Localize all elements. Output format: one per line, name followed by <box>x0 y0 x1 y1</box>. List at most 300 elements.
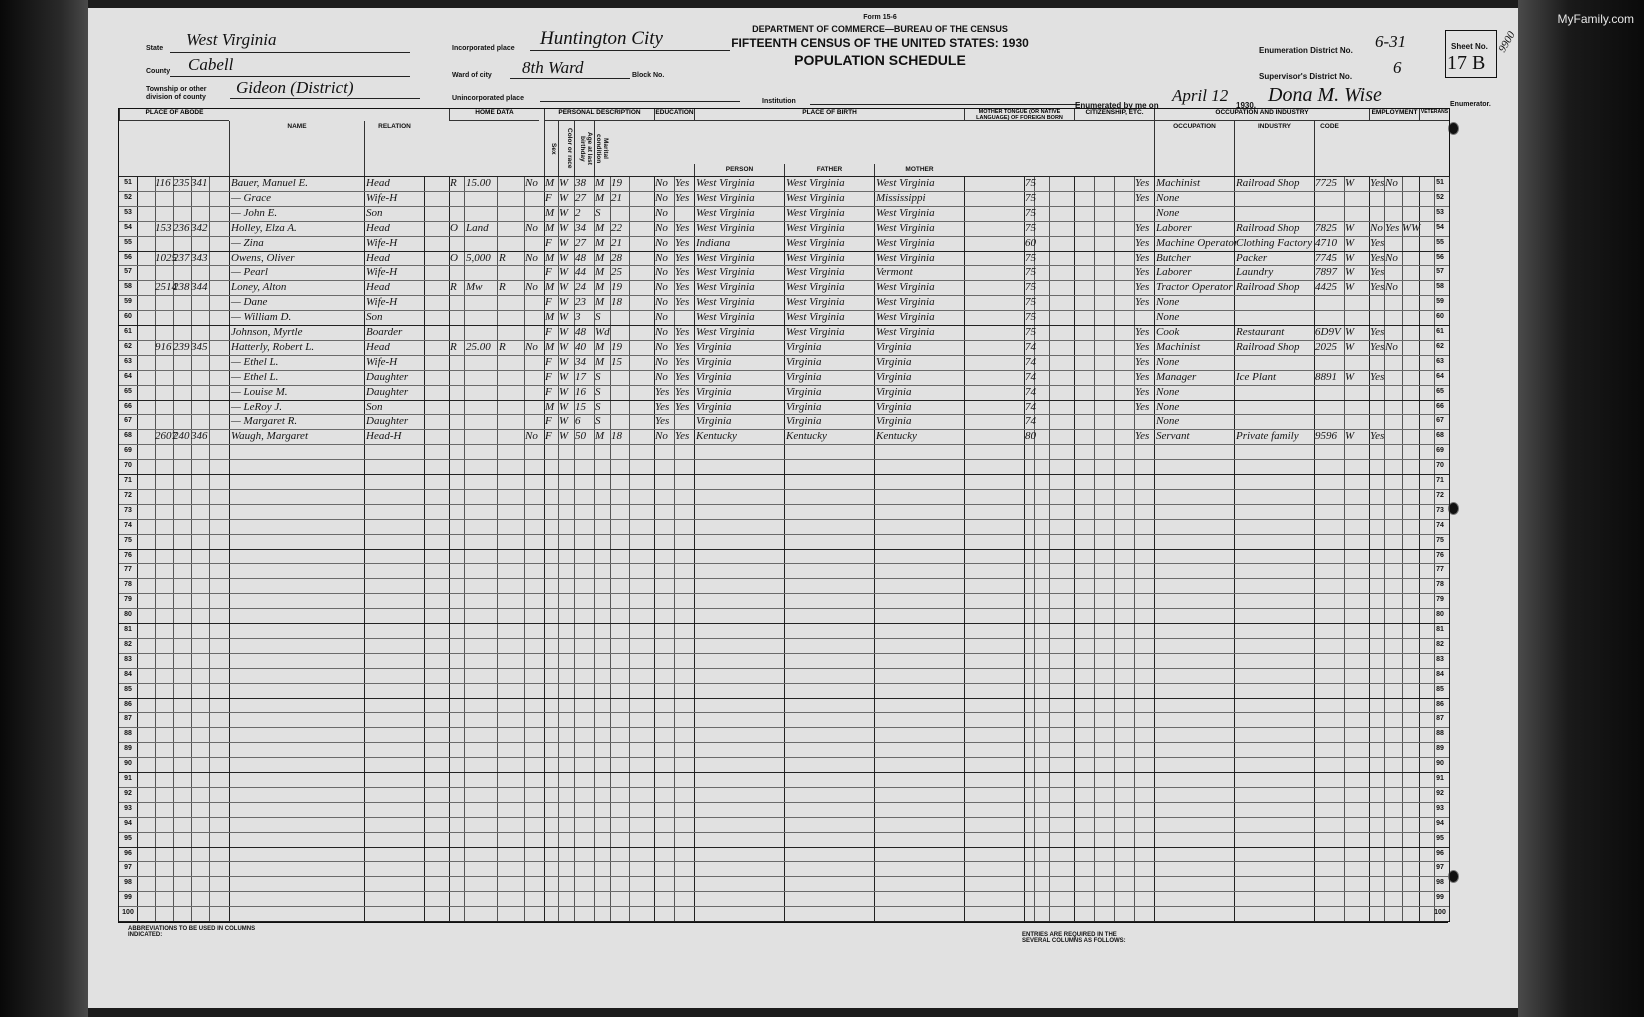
line-number: 91 <box>1436 775 1444 782</box>
line-number: 85 <box>124 685 132 693</box>
cell-fage <box>611 310 629 325</box>
cell-rel: Wife-H <box>366 191 398 204</box>
cell-eng <box>1135 414 1154 429</box>
line-number: 78 <box>1436 581 1444 589</box>
cell-ind <box>1236 206 1314 221</box>
line-number: 75 <box>124 536 132 544</box>
cell-name: — LeRoy J. <box>231 400 283 413</box>
cell-ocode: 6D9V <box>1315 326 1341 338</box>
cell-vet <box>1385 325 1419 340</box>
cell-age: 38 <box>575 177 586 189</box>
line-number: 96 <box>124 849 132 857</box>
cell-rel: Wife-H <box>366 236 398 249</box>
line-number: 100 <box>1434 909 1446 917</box>
cell-pob: West Virginia <box>696 251 755 264</box>
cell-house <box>155 236 173 251</box>
grid-row-rule <box>119 474 1449 475</box>
cell-vet <box>1385 370 1419 385</box>
cell-pob: Virginia <box>696 370 732 383</box>
cell-code: 75 <box>1025 221 1036 234</box>
cell-name: — Grace <box>231 191 272 204</box>
cell-code: 80 <box>1025 430 1036 443</box>
unincorporated-label: Unincorporated place <box>452 95 524 102</box>
cell-fage <box>611 370 629 385</box>
cell-mpob: Virginia <box>876 355 912 368</box>
cell-rel: Boarder <box>366 326 403 338</box>
cell-pob: Virginia <box>696 355 732 368</box>
grid-row-rule <box>119 876 1449 877</box>
enumeration-district-label: Enumeration District No. <box>1259 46 1353 55</box>
cell-sex: F <box>545 355 552 368</box>
cell-sch: No <box>655 281 668 294</box>
cell-occ: Machinist <box>1156 177 1200 189</box>
cell-emp: Yes <box>1370 370 1385 383</box>
cell-dwelling <box>173 385 191 400</box>
line-number: 86 <box>1436 700 1444 708</box>
cell-mar: S <box>595 370 601 383</box>
line-number: 56 <box>1436 253 1444 261</box>
cell-tenure: O <box>450 251 458 264</box>
grid-row-rule <box>119 668 1449 669</box>
cell-tenure: R <box>450 177 457 189</box>
cell-age: 24 <box>575 281 586 294</box>
cell-read: Yes <box>675 400 690 413</box>
line-number: 83 <box>1436 655 1444 663</box>
cell-rel: Son <box>366 311 383 324</box>
group-place-of-birth: PLACE OF BIRTH <box>694 109 964 121</box>
cell-value: Land <box>466 221 489 234</box>
line-number: 80 <box>124 611 132 619</box>
line-number: 74 <box>124 521 132 529</box>
cell-ind <box>1236 400 1314 415</box>
cell-value <box>466 191 497 206</box>
cell-read: Yes <box>675 430 690 443</box>
cell-vet: No <box>1385 251 1398 264</box>
cell-occ: Machinist <box>1156 340 1200 353</box>
cell-mpob: Vermont <box>876 266 913 279</box>
cell-occ: None <box>1156 355 1180 368</box>
line-number: 84 <box>1436 670 1444 678</box>
stamp-number: 9900 <box>1496 29 1518 55</box>
line-number: 64 <box>1436 372 1444 380</box>
cell-mar: M <box>595 177 605 189</box>
cell-race: W <box>559 400 569 413</box>
line-number: 66 <box>1436 402 1444 410</box>
cell-radio <box>499 191 523 206</box>
line-number: 98 <box>1436 879 1444 887</box>
cell-ocode: 2025 <box>1315 340 1337 353</box>
cell-ocode <box>1315 191 1344 206</box>
cell-value <box>466 206 497 221</box>
group-mother-tongue: MOTHER TONGUE (OR NATIVE LANGUAGE) OF FOREIGN BORN <box>964 109 1074 121</box>
cell-pob: Virginia <box>696 340 732 353</box>
cell-radio <box>499 206 523 221</box>
grid-row-rule <box>119 891 1449 892</box>
cell-race: W <box>559 206 569 219</box>
cell-rel: Wife-H <box>366 266 398 279</box>
township-label: Township or other division of county <box>146 86 207 101</box>
cell-dwelling <box>173 414 191 429</box>
cell-vet <box>1385 295 1419 310</box>
line-number: 78 <box>124 581 132 589</box>
cell-pob: West Virginia <box>696 177 755 189</box>
cell-emp: Yes <box>1370 177 1385 189</box>
cell-rel: Head <box>366 177 390 189</box>
cell-name: — Zina <box>231 236 264 249</box>
cell-fpob: Virginia <box>786 385 822 398</box>
cell-mpob: Virginia <box>876 400 912 413</box>
cell-eng: Yes <box>1135 296 1150 309</box>
cell-mar: M <box>595 355 605 368</box>
cell-tenure <box>450 295 464 310</box>
cell-mpob: West Virginia <box>876 311 935 324</box>
cell-house: 153 <box>155 221 172 234</box>
line-number: 53 <box>1436 208 1444 216</box>
grid-row-rule <box>119 549 1449 550</box>
cell-name: — Ethel L. <box>231 370 279 383</box>
cell-code: 75 <box>1025 191 1036 204</box>
cell-age: 50 <box>575 430 586 443</box>
line-number: 62 <box>1436 342 1444 350</box>
cell-house: 116 <box>155 177 171 189</box>
cell-name: Johnson, Myrtle <box>231 326 303 338</box>
cell-code: 75 <box>1025 311 1036 324</box>
grid-row-rule <box>119 683 1449 684</box>
cell-read: Yes <box>675 266 690 279</box>
cell-vet <box>1385 265 1419 280</box>
cell-value <box>466 400 497 415</box>
cell-race: W <box>559 296 569 309</box>
cell-family: 346 <box>191 430 208 443</box>
line-number: 81 <box>1436 626 1444 633</box>
cell-race: W <box>559 266 569 279</box>
cell-dwelling: 238 <box>173 281 190 294</box>
cell-family <box>191 325 209 340</box>
cell-sch: No <box>655 191 668 204</box>
line-number: 75 <box>1436 536 1444 544</box>
form-number: Form 15-6 <box>863 14 897 21</box>
cell-mar: M <box>595 266 605 279</box>
cell-eng <box>1135 310 1154 325</box>
cell-race: W <box>559 236 569 249</box>
line-number: 94 <box>1436 819 1444 827</box>
cell-occ: Tractor Operator <box>1156 281 1233 294</box>
cell-value: 25.00 <box>466 340 491 353</box>
line-number: 90 <box>124 760 132 768</box>
cell-read: Yes <box>675 326 690 338</box>
cell-sex: M <box>545 177 555 189</box>
incorporated-label: Incorporated place <box>452 45 515 52</box>
cell-occ: Servant <box>1156 430 1190 443</box>
cell-fage: 22 <box>611 221 622 234</box>
footer-abbreviations: ABBREVIATIONS TO BE USED IN COLUMNS INDICATED: <box>128 926 256 938</box>
cell-sch: Yes <box>655 400 670 413</box>
cell-occ: Laborer <box>1156 266 1192 279</box>
cell-cls <box>1345 191 1369 206</box>
cell-emp: Yes <box>1370 430 1385 443</box>
line-number: 71 <box>124 477 132 484</box>
cell-mpob: West Virginia <box>876 296 935 309</box>
cell-eng: Yes <box>1135 221 1150 234</box>
cell-read: Yes <box>675 340 690 353</box>
cell-name: — Pearl <box>231 266 268 279</box>
cell-dwelling <box>173 370 191 385</box>
cell-mpob: West Virginia <box>876 221 935 234</box>
cell-race: W <box>559 415 569 428</box>
cell-farm <box>525 385 544 400</box>
cell-farm <box>525 206 544 221</box>
grid-row-rule <box>119 563 1449 564</box>
cell-ind <box>1236 385 1314 400</box>
cell-house <box>155 370 173 385</box>
cell-house <box>155 385 173 400</box>
line-number: 61 <box>1436 328 1444 335</box>
cell-farm <box>525 414 544 429</box>
sheet-value: 17 B <box>1447 52 1486 74</box>
cell-code: 75 <box>1025 266 1036 279</box>
cell-age: 27 <box>575 236 586 249</box>
cell-ocode: 7745 <box>1315 251 1337 264</box>
cell-race: W <box>559 281 569 294</box>
cell-fpob: West Virginia <box>786 191 845 204</box>
cell-code: 75 <box>1025 206 1036 219</box>
cell-rel: Head <box>366 340 390 353</box>
cell-sex: M <box>545 281 555 294</box>
cell-rel: Head <box>366 221 390 234</box>
cell-farm <box>525 236 544 251</box>
line-number: 63 <box>1436 357 1444 365</box>
cell-fpob: Virginia <box>786 415 822 428</box>
cell-mpob: Virginia <box>876 415 912 428</box>
department-line: DEPARTMENT OF COMMERCE—BUREAU OF THE CENSUS <box>752 24 1008 34</box>
line-number: 99 <box>1436 894 1444 902</box>
cell-vet: No <box>1385 340 1398 353</box>
cell-tenure <box>450 355 464 370</box>
cell-sex: M <box>545 400 555 413</box>
cell-cls <box>1345 355 1369 370</box>
group-home-data: HOME DATA <box>449 109 539 121</box>
col-sex: Sex <box>544 121 558 176</box>
line-number: 98 <box>124 879 132 887</box>
cell-family: 341 <box>191 177 208 189</box>
cell-fage: 19 <box>611 281 622 294</box>
line-number: 82 <box>1436 640 1444 648</box>
cell-pob: West Virginia <box>696 206 755 219</box>
cell-tenure <box>450 191 464 206</box>
cell-race: W <box>559 251 569 264</box>
cell-sex: M <box>545 206 555 219</box>
cell-radio <box>499 236 523 251</box>
cell-emp: Yes <box>1370 236 1385 249</box>
cell-sex: M <box>545 340 555 353</box>
cell-mpob: West Virginia <box>876 177 935 189</box>
cell-fage <box>611 325 629 340</box>
cell-ocode <box>1315 295 1344 310</box>
cell-value <box>466 429 497 444</box>
cell-value <box>466 325 497 340</box>
cell-mpob: Virginia <box>876 340 912 353</box>
cell-emp: Yes <box>1370 340 1385 353</box>
cell-value <box>466 370 497 385</box>
cell-mar: M <box>595 221 605 234</box>
cell-pob: Virginia <box>696 415 732 428</box>
line-number: 58 <box>124 283 132 291</box>
cell-dwelling <box>173 206 191 221</box>
cell-sex: F <box>545 326 552 338</box>
cell-dwelling <box>173 310 191 325</box>
cell-read: Yes <box>675 355 690 368</box>
grid-row-rule <box>119 698 1449 699</box>
cell-cls <box>1345 385 1369 400</box>
col-age: Age at last birthday <box>574 121 594 176</box>
line-number: 58 <box>1436 283 1444 291</box>
line-number: 88 <box>1436 730 1444 738</box>
cell-fpob: West Virginia <box>786 206 845 219</box>
cell-race: W <box>559 340 569 353</box>
group-veterans: VETERANS <box>1419 109 1449 121</box>
cell-occ: Laborer <box>1156 221 1192 234</box>
grid-row-rule <box>119 608 1449 609</box>
cell-code: 74 <box>1025 370 1036 383</box>
cell-fpob: Virginia <box>786 340 822 353</box>
cell-family: 344 <box>191 281 208 294</box>
grid-row-rule <box>119 459 1449 460</box>
cell-sch: No <box>655 177 668 189</box>
col-code: CODE <box>1314 121 1344 176</box>
cell-dwelling <box>173 236 191 251</box>
cell-pob: West Virginia <box>696 191 755 204</box>
cell-farm <box>525 355 544 370</box>
line-number: 89 <box>124 745 132 753</box>
cell-family <box>191 414 209 429</box>
cell-farm: No <box>525 221 538 234</box>
line-number: 73 <box>1436 506 1444 514</box>
cell-ocode: 7897 <box>1315 266 1337 279</box>
grid-row-rule <box>119 712 1449 713</box>
line-number: 64 <box>124 372 132 380</box>
cell-radio <box>499 414 523 429</box>
cell-rel: Wife-H <box>366 355 398 368</box>
cell-sch: No <box>655 430 668 443</box>
cell-vet <box>1385 310 1419 325</box>
cell-ocode <box>1315 385 1344 400</box>
cell-fage: 19 <box>611 177 622 189</box>
cell-ocode <box>1315 310 1344 325</box>
cell-read <box>675 206 694 221</box>
cell-house <box>155 310 173 325</box>
cell-read: Yes <box>675 281 690 294</box>
cell-radio <box>499 355 523 370</box>
cell-ind <box>1236 310 1314 325</box>
cell-sch: Yes <box>655 415 670 428</box>
ward-label: Ward of city <box>452 72 492 79</box>
state-label: State <box>146 45 164 52</box>
cell-fpob: West Virginia <box>786 311 845 324</box>
cell-radio <box>499 310 523 325</box>
cell-code: 74 <box>1025 340 1036 353</box>
cell-read <box>675 310 694 325</box>
cell-radio: R <box>499 281 506 294</box>
grid-row-rule <box>119 772 1449 773</box>
cell-house <box>155 265 173 280</box>
cell-mar: S <box>595 311 601 324</box>
cell-code: 75 <box>1025 326 1036 338</box>
cell-sch: No <box>655 236 668 249</box>
cell-fage: 19 <box>611 340 622 353</box>
cell-occ: None <box>1156 191 1180 204</box>
cell-sex: F <box>545 191 552 204</box>
cell-eng: Yes <box>1135 400 1150 413</box>
cell-tenure <box>450 310 464 325</box>
cell-emp <box>1370 295 1384 310</box>
grid-row-rule <box>119 593 1449 594</box>
cell-ind: Railroad Shop <box>1236 281 1300 294</box>
cell-family <box>191 236 209 251</box>
cell-farm: No <box>525 251 538 264</box>
cell-radio <box>499 325 523 340</box>
cell-mar: Wd <box>595 326 610 338</box>
line-number: 87 <box>1436 715 1444 723</box>
cell-mpob: Virginia <box>876 370 912 383</box>
cell-radio <box>499 295 523 310</box>
cell-emp: Yes <box>1370 266 1385 279</box>
line-number: 56 <box>124 253 132 261</box>
cell-family <box>191 295 209 310</box>
enumerated-label: Enumerated by me on <box>1075 101 1159 110</box>
enumerator-label: Enumerator. <box>1450 101 1491 108</box>
cell-cls: W <box>1345 177 1355 189</box>
cell-radio <box>499 265 523 280</box>
cell-ind: Railroad Shop <box>1236 221 1300 234</box>
line-number: 86 <box>124 700 132 708</box>
grid-row-rule <box>119 817 1449 818</box>
footer-entries: ENTRIES ARE REQUIRED IN THE SEVERAL COLUMNS AS FOLLOWS: <box>1022 932 1126 944</box>
cell-ocode <box>1315 400 1344 415</box>
enumerator-name: Dona M. Wise <box>1268 84 1382 106</box>
cell-tenure: O <box>450 221 458 234</box>
cell-cls <box>1345 400 1369 415</box>
cell-dwelling: 236 <box>173 221 190 234</box>
grid-row-rule <box>119 444 1449 445</box>
cell-fpob: West Virginia <box>786 296 845 309</box>
scan-left-edge <box>0 0 88 1017</box>
cell-mar: S <box>595 385 601 398</box>
cell-occ: None <box>1156 296 1180 309</box>
sheet-label: Sheet No. <box>1451 42 1488 51</box>
line-number: 66 <box>124 402 132 410</box>
cell-fage <box>611 206 629 221</box>
cell-code: 75 <box>1025 296 1036 309</box>
cell-age: 48 <box>575 251 586 264</box>
cell-sex: F <box>545 415 552 428</box>
group-employment: EMPLOYMENT <box>1369 109 1419 121</box>
cell-read: Yes <box>675 236 690 249</box>
line-number: 93 <box>124 804 132 812</box>
cell-eng: Yes <box>1135 251 1150 264</box>
grid-row-rule <box>119 534 1449 535</box>
cell-fpob: West Virginia <box>786 177 845 189</box>
cell-age: 34 <box>575 355 586 368</box>
cell-value <box>466 355 497 370</box>
cell-read: Yes <box>675 296 690 309</box>
cell-sch: No <box>655 370 668 383</box>
line-number: 65 <box>1436 387 1444 395</box>
cell-mpob: Virginia <box>876 385 912 398</box>
cell-fpob: West Virginia <box>786 281 845 294</box>
cell-emp <box>1370 206 1384 221</box>
cell-mar: M <box>595 296 605 309</box>
cell-read: Yes <box>675 251 690 264</box>
